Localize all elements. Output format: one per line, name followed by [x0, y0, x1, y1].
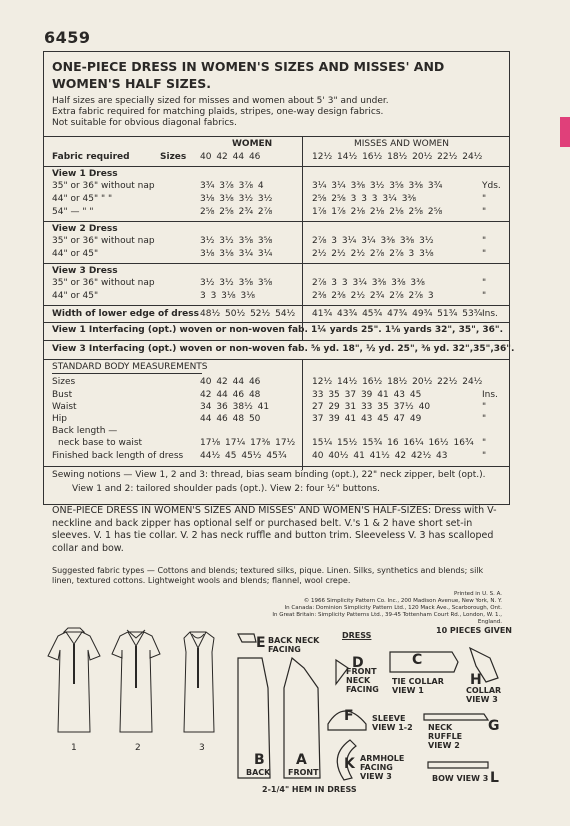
unit: " — [482, 414, 487, 424]
hem-note: 2-1/4" HEM IN DRESS — [262, 785, 357, 794]
width-misses: 41¾ 43¾ 45¾ 47¾ 49¾ 51¾ 53¾ — [312, 309, 483, 319]
credit-line: © 1966 Simplicity Pattern Co. Inc., 200 Madison Avenue, New York, N. Y. — [303, 598, 502, 604]
intro-text — [52, 96, 389, 129]
yardage-label: 35" or 36" without nap — [52, 278, 155, 288]
unit: Ins. — [482, 390, 498, 400]
unit: Ins. — [482, 309, 498, 319]
misses-header: MISSES AND WOMEN — [354, 139, 449, 149]
divider — [43, 340, 509, 341]
intro-line: Half sizes are specially sized for misses and women about 5' 3" and under. — [52, 96, 389, 106]
unit: " — [482, 207, 487, 217]
misses-yardage: 3¼ 3¼ 3⅜ 3½ 3⅝ 3⅜ 3¾ — [312, 181, 443, 191]
divider — [43, 322, 509, 323]
divider — [43, 359, 509, 360]
women-yardage: 3⅛ 3⅛ 3¼ 3¼ — [200, 249, 273, 259]
view1-number: 1 — [71, 743, 77, 753]
piece-d-letter: D — [352, 655, 364, 671]
unit: " — [482, 249, 487, 259]
interfacing-view1: View 1 Interfacing (opt.) woven or non-woven fab. 1¼ yards 25". 1⅛ yards 32", 35", 36". — [52, 325, 504, 335]
sizes-label: Sizes — [160, 152, 187, 162]
unit: " — [482, 402, 487, 412]
pieces-given: 10 PIECES GIVEN — [436, 626, 512, 635]
piece-a-letter: A — [296, 752, 307, 768]
women-yardage: 3¾ 3⅞ 3⅞ 4 — [200, 181, 264, 191]
piece-c-label: TIE COLLAR VIEW 1 — [392, 677, 444, 695]
measurement-misses: 33 35 37 39 41 43 45 — [312, 390, 422, 400]
credit-line: In Canada: Dominion Simplicity Pattern Ltd., 120 Mack Ave., Scarborough, Ont. — [284, 605, 502, 611]
view3-number: 3 — [199, 743, 205, 753]
piece-e-shape — [238, 634, 256, 642]
unit: " — [482, 278, 487, 288]
divider — [43, 136, 509, 137]
piece-b-label: BACK — [246, 768, 271, 777]
piece-g-letter: G — [488, 718, 500, 734]
yardage-label: 35" or 36" without nap — [52, 181, 155, 191]
measurement-label: Back length — — [52, 426, 118, 436]
unit: " — [482, 438, 487, 448]
misses-yardage: 1⅞ 1⅞ 2⅛ 2⅛ 2⅛ 2⅝ 2⅝ — [312, 207, 443, 217]
piece-k-label: ARMHOLE FACING VIEW 3 — [360, 754, 405, 781]
yardage-label: 44" or 45" — [52, 249, 99, 259]
credit-line: Printed in U. S. A. — [454, 591, 502, 597]
measurement-women: 44 46 48 50 — [200, 414, 261, 424]
unit: Yds. — [482, 181, 501, 191]
measurement-misses: 37 39 41 43 45 47 49 — [312, 414, 422, 424]
measurement-women: 17⅛ 17¼ 17⅜ 17½ — [200, 438, 296, 448]
measurement-label: neck base to waist — [58, 438, 143, 448]
misses-yardage: 2½ 2½ 2½ 2⅞ 2⅞ 3 3⅛ — [312, 249, 434, 259]
piece-e-label: BACK NECK FACING — [268, 636, 320, 654]
measurement-label: Waist — [52, 402, 77, 412]
piece-h-letter: H — [470, 672, 482, 688]
edge-tab — [560, 117, 570, 147]
piece-k-letter: K — [344, 756, 355, 772]
pattern-number: 6459 — [44, 28, 91, 47]
page-title: ONE-PIECE DRESS IN WOMEN'S SIZES AND MISSES' AND WOMEN'S HALF SIZES. — [52, 59, 445, 91]
piece-e-letter: E — [256, 635, 266, 651]
unit: " — [482, 236, 487, 246]
piece-b-letter: B — [254, 752, 265, 768]
divider — [43, 166, 509, 167]
piece-a-label: FRONT — [288, 768, 319, 777]
divider — [43, 263, 509, 264]
measurement-misses: 40 40½ 41 41½ 42 42½ 43 — [312, 451, 448, 461]
measurement-misses: 12½ 14½ 16½ 18½ 20½ 22½ 24½ — [312, 377, 483, 387]
view3-dress-drawing — [184, 632, 214, 732]
divider — [43, 305, 509, 306]
women-yardage: 3 3 3⅛ 3⅛ — [200, 291, 255, 301]
measurement-label: Finished back length of dress — [52, 451, 184, 461]
sewing-notions: Sewing notions — View 1, 2 and 3: thread, bias seam binding (opt.), 22" neck zipper, belt (opt.). — [52, 470, 486, 480]
column-divider — [302, 359, 303, 470]
misses-yardage: 2⅞ 3 3 3¼ 3⅜ 3⅜ 3⅜ — [312, 278, 425, 288]
women-sizes: 40 42 44 46 — [200, 152, 261, 162]
credit-line: In Great Britain: Simplicity Patterns Ltd., 39-45 Tottenham Court Rd., London, W. 1., England. — [272, 612, 502, 625]
printing-credits — [262, 591, 502, 626]
half-sizes: 12½ 14½ 16½ 18½ 20½ 22½ 24½ — [312, 152, 483, 162]
measurement-label: Hip — [52, 414, 67, 424]
women-yardage: 2⅝ 2⅝ 2¾ 2⅞ — [200, 207, 273, 217]
women-yardage: 3½ 3½ 3⅝ 3⅝ — [200, 278, 273, 288]
yardage-label: 44" or 45" — [52, 291, 99, 301]
measurement-women: 34 36 38½ 41 — [200, 402, 270, 412]
piece-f-letter: F — [344, 708, 354, 724]
measurement-women: 40 42 44 46 — [200, 377, 261, 387]
width-women: 48½ 50½ 52½ 54½ — [200, 309, 296, 319]
interfacing-view3: View 3 Interfacing (opt.) woven or non-woven fab. ⅝ yd. 18", ½ yd. 25", ⅜ yd. 32",35",36". — [52, 344, 515, 354]
view3-heading: View 3 Dress — [52, 266, 118, 276]
piece-g-shape — [424, 714, 488, 720]
divider — [43, 221, 509, 222]
misses-yardage: 2⅞ 3 3¼ 3¼ 3⅜ 3⅜ 3½ — [312, 236, 434, 246]
unit: " — [482, 451, 487, 461]
piece-l-shape — [428, 762, 488, 768]
dress-label: DRESS — [342, 631, 372, 640]
sewing-notions-2: View 1 and 2: tailored shoulder pads (opt.). View 2: four ½" buttons. — [72, 484, 380, 494]
divider — [52, 373, 202, 374]
dress-views-illustration — [44, 624, 224, 744]
fabric-required-label: Fabric required — [52, 152, 130, 162]
piece-l-label: BOW VIEW 3 — [432, 774, 489, 783]
pattern-description: ONE-PIECE DRESS IN WOMEN'S SIZES AND MISSES' AND WOMEN'S HALF-SIZES: Dress with V-neckline and back zipper has optional self or purchased belt. V.'s 1 & 2 have short set-in sleeves. V. 1 has tie collar. V. 2 has neck ruffle and button trim. Sleeveless V. 3 has scalloped collar and bow. — [52, 505, 497, 554]
width-label: Width of lower edge of dress — [52, 309, 199, 319]
yardage-label: 44" or 45" " " — [52, 194, 113, 204]
measurements-header: STANDARD BODY MEASUREMENTS — [52, 362, 208, 372]
view2-heading: View 2 Dress — [52, 224, 118, 234]
divider — [43, 466, 509, 467]
piece-d-label: FRONT NECK FACING — [346, 667, 379, 694]
intro-line: Extra fabric required for matching plaids, stripes, one-way design fabrics. — [52, 107, 384, 117]
women-yardage: 3½ 3½ 3⅝ 3⅝ — [200, 236, 273, 246]
piece-c-shape — [390, 652, 458, 672]
measurement-misses: 27 29 31 33 35 37½ 40 — [312, 402, 431, 412]
intro-line: Not suitable for obvious diagonal fabrics. — [52, 118, 237, 128]
view1-dress-drawing — [48, 628, 100, 732]
misses-yardage: 2⅜ 2⅜ 2½ 2¾ 2⅞ 2⅞ 3 — [312, 291, 434, 301]
piece-h-label: COLLAR VIEW 3 — [466, 686, 502, 704]
women-header: WOMEN — [232, 139, 273, 149]
view2-number: 2 — [135, 743, 141, 753]
yardage-label: 35" or 36" without nap — [52, 236, 155, 246]
women-yardage: 3⅛ 3⅛ 3½ 3½ — [200, 194, 273, 204]
measurement-label: Sizes — [52, 377, 76, 387]
measurement-label: Bust — [52, 390, 73, 400]
piece-g-label: NECK RUFFLE VIEW 2 — [428, 723, 463, 750]
piece-f-label: SLEEVE VIEW 1-2 — [372, 714, 413, 732]
piece-c-letter: C — [412, 652, 423, 668]
measurement-misses: 15¼ 15½ 15¾ 16 16¼ 16½ 16¾ — [312, 438, 474, 448]
piece-l-letter: L — [490, 770, 499, 786]
view2-dress-drawing — [112, 630, 160, 732]
measurement-women: 44½ 45 45½ 45¾ — [200, 451, 287, 461]
view1-heading: View 1 Dress — [52, 169, 118, 179]
misses-yardage: 2⅝ 2⅝ 3 3 3 3¼ 3⅜ — [312, 194, 417, 204]
unit: " — [482, 291, 487, 301]
suggested-fabrics: Suggested fabric types — Cottons and blends; textured silks, pique. Linen. Silks, synthetics and blends; silk linen, textured cottons. Lightweight wools and blends; flannel, wool crepe. — [52, 566, 484, 585]
yardage-label: 54" — " " — [52, 207, 94, 217]
measurement-women: 42 44 46 48 — [200, 390, 261, 400]
unit: " — [482, 194, 487, 204]
